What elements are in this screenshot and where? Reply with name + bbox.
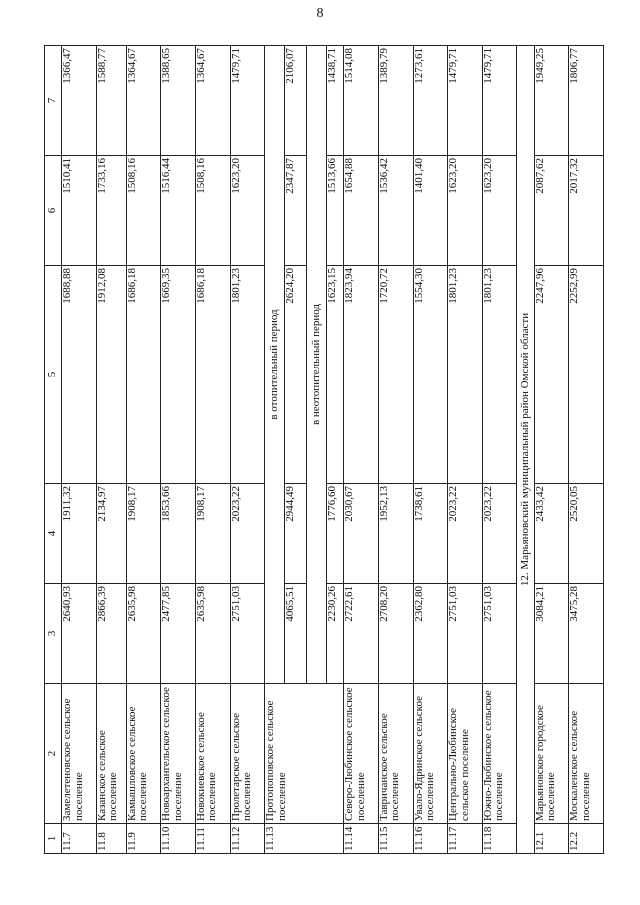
section-row: [517, 46, 534, 854]
value-cell: 2944,49: [284, 484, 306, 584]
value-cell: 2023,22: [482, 484, 517, 584]
table-row: [413, 46, 448, 854]
settlement-name: Новокиевское сельское поселение: [195, 684, 230, 824]
value-cell: 1479,71: [230, 46, 265, 156]
header-cell-7: 7: [45, 46, 62, 156]
settlement-name: Центрально-Любинское сельское поселение: [448, 684, 483, 824]
value-cell: 2087,62: [534, 156, 569, 266]
header-cell-4: 4: [45, 484, 62, 584]
value-cell: 1536,42: [378, 156, 413, 266]
row-number: 12.2: [569, 824, 604, 854]
value-cell: 1623,20: [448, 156, 483, 266]
heating-period-label: в отопительный период: [265, 46, 285, 684]
non-heating-period-label: в неотопительный период: [307, 46, 327, 684]
table-row: [534, 46, 569, 854]
value-cell: 2433,42: [534, 484, 569, 584]
value-cell: 1908,17: [126, 484, 161, 584]
header-cell-5: 5: [45, 266, 62, 484]
settlement-name: Тавричанское сельское поселение: [378, 684, 413, 824]
value-cell: 1669,35: [161, 266, 196, 484]
value-cell: 1366,47: [62, 46, 97, 156]
value-cell: 1508,16: [126, 156, 161, 266]
value-cell: 1823,94: [344, 266, 379, 484]
value-cell: 1623,20: [482, 156, 517, 266]
header-cell-1: 1: [45, 824, 62, 854]
value-cell: 2751,03: [482, 584, 517, 684]
settlement-name: Казанское сельское поселение: [96, 684, 126, 824]
value-cell: 2230,26: [327, 584, 344, 684]
row-number: 11.8: [96, 824, 126, 854]
settlement-name: Москаленское сельское поселение: [569, 684, 604, 824]
table-row: [448, 46, 483, 854]
row-number: 11.16: [413, 824, 448, 854]
value-cell: 3475,28: [569, 584, 604, 684]
value-cell: 1273,61: [413, 46, 448, 156]
value-cell: 2030,67: [344, 484, 379, 584]
value-cell: 1801,23: [230, 266, 265, 484]
value-cell: 4065,51: [284, 584, 306, 684]
value-cell: 2023,22: [448, 484, 483, 584]
value-cell: 1479,71: [482, 46, 517, 156]
header-cell-2: 2: [45, 684, 62, 824]
rotated-table-frame: [44, 46, 604, 854]
table-row: [62, 46, 97, 854]
value-cell: 1801,23: [448, 266, 483, 484]
table-row: [482, 46, 517, 854]
row-number: 11.9: [126, 824, 161, 854]
value-cell: 1438,71: [327, 46, 344, 156]
value-cell: 1654,88: [344, 156, 379, 266]
table-row: [195, 46, 230, 854]
tariff-table: [44, 45, 604, 854]
value-cell: 1623,20: [230, 156, 265, 266]
row-number: 11.18: [482, 824, 517, 854]
value-cell: 1513,66: [327, 156, 344, 266]
value-cell: 2640,93: [62, 584, 97, 684]
table-row: [126, 46, 161, 854]
value-cell: 2134,97: [96, 484, 126, 584]
value-cell: 1554,30: [413, 266, 448, 484]
value-cell: 2362,80: [413, 584, 448, 684]
settlement-name: Новоархангельское сельское поселение: [161, 684, 196, 824]
row-number: 12.1: [534, 824, 569, 854]
row-number: 11.14: [344, 824, 379, 854]
value-cell: 1738,61: [413, 484, 448, 584]
value-cell: 1479,71: [448, 46, 483, 156]
value-cell: 1364,67: [195, 46, 230, 156]
table-row-11-13-sub1-label: [265, 46, 285, 854]
value-cell: 2751,03: [230, 584, 265, 684]
header-row: [45, 46, 62, 854]
value-cell: 2635,98: [126, 584, 161, 684]
value-cell: 1853,66: [161, 484, 196, 584]
value-cell: 2247,96: [534, 266, 569, 484]
value-cell: 1911,32: [62, 484, 97, 584]
value-cell: 1952,13: [378, 484, 413, 584]
row-number: 11.12: [230, 824, 265, 854]
value-cell: 1514,08: [344, 46, 379, 156]
value-cell: 1389,79: [378, 46, 413, 156]
value-cell: 2023,22: [230, 484, 265, 584]
row-number: 11.13: [265, 824, 344, 854]
value-cell: 2252,99: [569, 266, 604, 484]
page-number: 8: [316, 6, 324, 21]
value-cell: 1949,25: [534, 46, 569, 156]
settlement-name: Южно-Любинское сельское поселение: [482, 684, 517, 824]
value-cell: 2866,39: [96, 584, 126, 684]
table-row: [161, 46, 196, 854]
settlement-name: Камышловское сельское поселение: [126, 684, 161, 824]
value-cell: 1801,23: [482, 266, 517, 484]
value-cell: 1733,16: [96, 156, 126, 266]
header-cell-3: 3: [45, 584, 62, 684]
value-cell: 1364,67: [126, 46, 161, 156]
value-cell: 1686,18: [195, 266, 230, 484]
value-cell: 1686,18: [126, 266, 161, 484]
value-cell: 2751,03: [448, 584, 483, 684]
settlement-name: Пролетарское сельское поселение: [230, 684, 265, 824]
value-cell: 1516,44: [161, 156, 196, 266]
table-row: [378, 46, 413, 854]
settlement-name: Увало-Ядринское сельское поселение: [413, 684, 448, 824]
value-cell: 1508,16: [195, 156, 230, 266]
row-number: 11.15: [378, 824, 413, 854]
value-cell: 2635,98: [195, 584, 230, 684]
value-cell: 1623,15: [327, 266, 344, 484]
value-cell: 1908,17: [195, 484, 230, 584]
value-cell: 1588,77: [96, 46, 126, 156]
settlement-name: Марьяновское городское поселение: [534, 684, 569, 824]
table-row: [230, 46, 265, 854]
value-cell: 1776,60: [327, 484, 344, 584]
value-cell: 1510,41: [62, 156, 97, 266]
value-cell: 1688,88: [62, 266, 97, 484]
value-cell: 2347,87: [284, 156, 306, 266]
section-title-12: 12. Марьяновский муниципальный район Омской области: [517, 46, 534, 854]
table-row: [344, 46, 379, 854]
settlement-name: Замелетеновское сельское поселение: [62, 684, 97, 824]
settlement-name: Протопоповское сельское поселение: [265, 684, 344, 824]
row-number: 11.10: [161, 824, 196, 854]
value-cell: 3084,21: [534, 584, 569, 684]
value-cell: 2106,07: [284, 46, 306, 156]
rotated-table-container: [44, 46, 604, 854]
value-cell: 1806,77: [569, 46, 604, 156]
settlement-name: Северо-Любинское сельское поселение: [344, 684, 379, 824]
value-cell: 2722,61: [344, 584, 379, 684]
value-cell: 1401,40: [413, 156, 448, 266]
row-number: 11.11: [195, 824, 230, 854]
row-number: 11.7: [62, 824, 97, 854]
value-cell: 1720,72: [378, 266, 413, 484]
value-cell: 2520,05: [569, 484, 604, 584]
table-row: [569, 46, 604, 854]
table-row: [96, 46, 126, 854]
value-cell: 1388,65: [161, 46, 196, 156]
value-cell: 2708,20: [378, 584, 413, 684]
header-cell-6: 6: [45, 156, 62, 266]
row-number: 11.17: [448, 824, 483, 854]
value-cell: 2624,20: [284, 266, 306, 484]
value-cell: 1912,08: [96, 266, 126, 484]
value-cell: 2017,32: [569, 156, 604, 266]
value-cell: 2477,85: [161, 584, 196, 684]
